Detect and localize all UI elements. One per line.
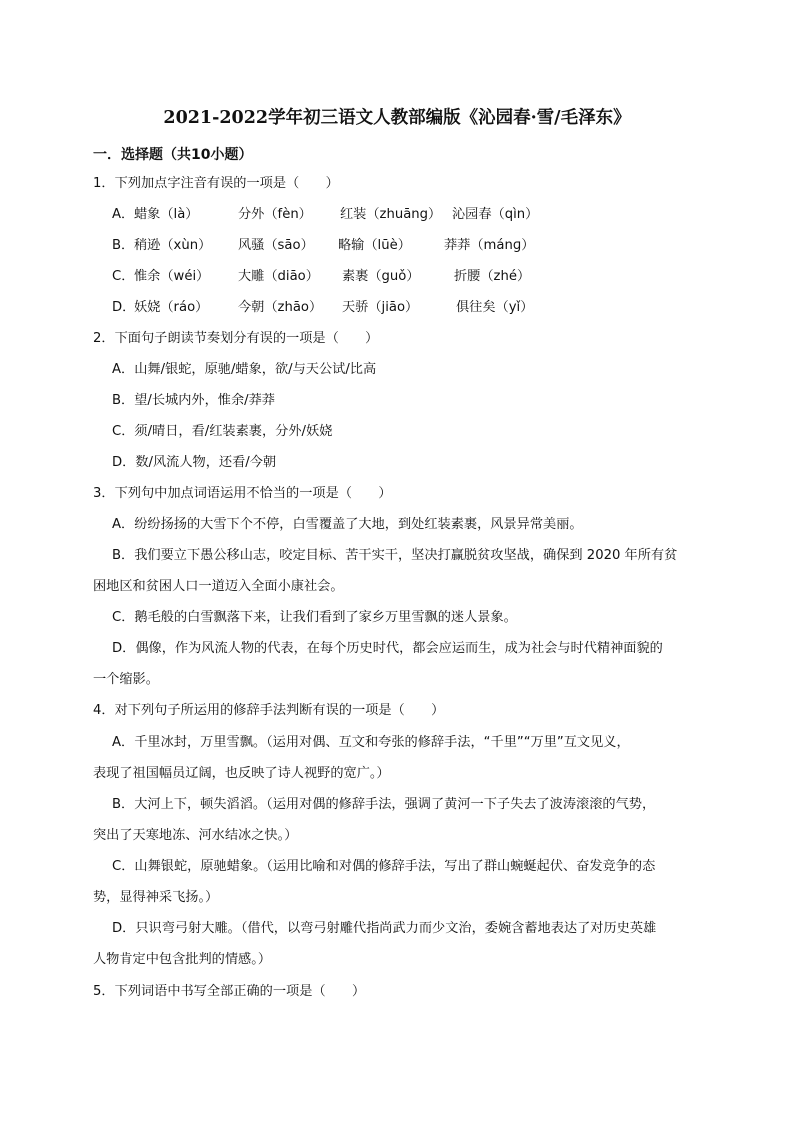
- q1-option-b-item: 风骚（sāo）: [238, 238, 314, 253]
- q1-option-b-item: 略输（lūè）: [338, 238, 411, 253]
- q1-option-c-item: 素裹（guǒ）: [342, 269, 420, 284]
- question-2-stem: 2．下面句子朗读节奏划分有误的一项是（ ）: [93, 331, 379, 346]
- q1-option-d-item: 天骄（jiāo）: [342, 300, 419, 315]
- q1-option-a-label: A．: [112, 207, 135, 222]
- q4-option-c: C．山舞银蛇，原驰蜡象。（运用比喻和对偶的修辞手法，写出了群山蜿蜒起伏、奋发竞争的态: [112, 859, 656, 874]
- q3-option-b: B．我们要立下愚公移山志，咬定目标、苦干实干，坚决打赢脱贫攻坚战，确保到 2020 年所有贫: [112, 548, 678, 563]
- q4-option-d-continued: 人物肯定中包含批判的情感。）: [93, 952, 272, 967]
- q3-option-b-continued: 困地区和贫困人口一道迈入全面小康社会。: [93, 579, 344, 594]
- q4-option-c-continued: 势，显得神采飞扬。）: [93, 890, 219, 905]
- q2-option-d: D．数/风流人物，还看/今朝: [112, 455, 277, 470]
- q1-option-d-item: 妖娆（ráo）: [134, 300, 209, 315]
- q1-option-b-label: B．: [112, 238, 135, 253]
- question-1-stem: 1．下列加点字注音有误的一项是（ ）: [93, 176, 339, 191]
- q1-option-c-item: 惟余（wéi）: [134, 269, 210, 284]
- q1-option-b-item: 稍逊（xùn）: [134, 238, 212, 253]
- q1-option-a-item: 分外（fèn）: [238, 207, 312, 222]
- question-3-stem: 3．下列句中加点词语运用不恰当的一项是（ ）: [93, 486, 392, 501]
- q2-option-b: B．望/长城内外，惟余/莽莽: [112, 393, 275, 408]
- section-heading: 一．选择题（共10小题）: [93, 147, 253, 163]
- q1-option-d-label: D．: [112, 300, 136, 315]
- question-5-stem: 5．下列词语中书写全部正确的一项是（ ）: [93, 984, 366, 999]
- q3-option-a: A．纷纷扬扬的大雪下个不停，白雪覆盖了大地，到处红装素裹，风景异常美丽。: [112, 517, 583, 532]
- q2-option-c: C．须/晴日，看/红装素裹，分外/妖娆: [112, 424, 333, 439]
- q3-option-d: D．偶像，作为风流人物的代表，在每个历史时代，都会应运而生，成为社会与时代精神面貌的: [112, 641, 663, 656]
- q1-option-c-label: C．: [112, 269, 135, 284]
- q2-option-a: A．山舞/银蛇，原驰/蜡象，欲/与天公试/比高: [112, 362, 377, 377]
- q1-option-c-item: 大雕（diāo）: [238, 269, 319, 284]
- q1-option-d-item: 今朝（zhāo）: [238, 300, 323, 315]
- q1-option-a-item: 蜡象（là）: [134, 207, 199, 222]
- q1-option-c-item: 折腰（zhé）: [454, 269, 531, 284]
- q4-option-a-continued: 表现了祖国幅员辽阔，也反映了诗人视野的宽广。）: [93, 766, 390, 781]
- q3-option-d-continued: 一个缩影。: [93, 672, 159, 687]
- q1-option-b-item: 莽莽（mánɡ）: [444, 238, 535, 253]
- q4-option-b-continued: 突出了天寒地冻、河水结冰之快。）: [93, 828, 298, 843]
- q4-option-b: B．大河上下，顿失滔滔。（运用对偶的修辞手法，强调了黄河一下子失去了波涛滚滚的气势，: [112, 797, 656, 812]
- question-4-stem: 4．对下列句子所运用的修辞手法判断有误的一项是（ ）: [93, 703, 445, 718]
- q4-option-d: D．只识弯弓射大雕。（借代，以弯弓射雕代指尚武力而少文治，委婉含蓄地表达了对历史英雄: [112, 921, 657, 936]
- page-title: 2021-2022学年初三语文人教部编版《沁园春·雪/毛泽东》: [163, 108, 631, 128]
- q1-option-a-item: 红装（zhuāng）: [340, 207, 442, 222]
- q1-option-a-item: 沁园春（qìn）: [452, 207, 539, 222]
- q4-option-a: A．千里冰封，万里雪飘。（运用对偶、互文和夸张的修辞手法，“千里”“万里”互文见义，: [112, 735, 630, 750]
- q3-option-c: C．鹅毛般的白雪飘落下来，让我们看到了家乡万里雪飘的迷人景象。: [112, 610, 517, 625]
- q1-option-d-item: 俱往矣（yǐ）: [456, 300, 534, 315]
